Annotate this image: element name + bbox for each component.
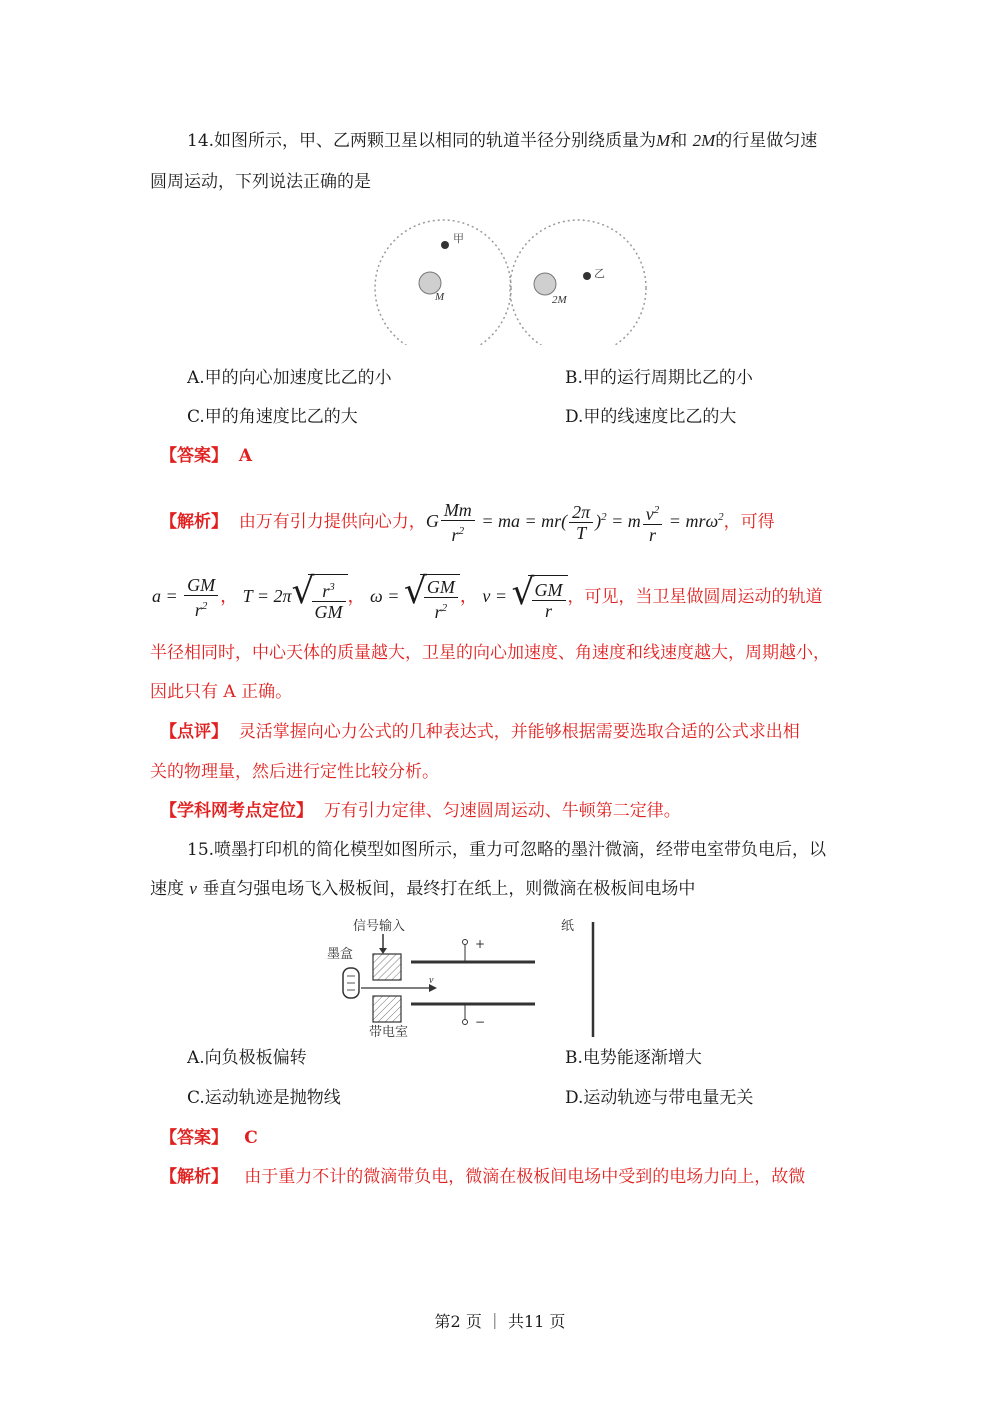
q15-answer: 【答案】 C	[160, 1128, 258, 1148]
q14-option-b: B.甲的运行周期比乙的小	[565, 368, 753, 388]
q14-orbit-figure	[360, 205, 670, 345]
q14-comment-line1: 【点评】 灵活掌握向心力公式的几种表达式，并能够根据需要选取合适的公式求出相	[160, 722, 800, 742]
q15-analysis-line1: 【解析】 由于重力不计的微滴带负电，微滴在极板间电场中受到的电场力向上，故微	[160, 1167, 806, 1187]
label-minus: −	[475, 1015, 486, 1029]
q15-option-c: C.运动轨迹是抛物线	[187, 1088, 341, 1108]
q14-knowledge-point: 【学科网考点定位】 万有引力定律、匀速圆周运动、牛顿第二定律。	[160, 801, 681, 821]
planet-2M	[534, 273, 556, 295]
q14-formula-results: a = $\frac{GM}{r^2}$ ， T = 2π √ $\frac{r^3}{GM}$ ， ω = √ $\frac{GM}{r^2}$ ， v = √ $\frac{GM}{r}$	[152, 586, 568, 606]
label-2M: 2M	[552, 294, 567, 306]
q14-option-a: A.甲的向心加速度比乙的小	[187, 368, 392, 388]
q14-formula-force: G $\frac{Mm}{r^2}$ = ma = mr( $\frac{2\pi}{T}$ )$^2$ = m $\frac{v^2}{r}$ = mrω$^2$	[425, 500, 724, 546]
q14-option-d: D.甲的线速度比乙的大	[565, 407, 737, 427]
q14-analysis-line2: a = $\frac{GM}{r^2}$ ， T = 2π √ $\frac{r^3}{GM}$ ， ω = √ $\frac{GM}{r^2}$ ， v = √ $\frac{GM}{r}$ ，可见，当卫星做圆周运动的轨道	[152, 571, 823, 622]
q14-analysis-line3: 半径相同时，中心天体的质量越大，卫星的向心加速度、角速度和线速度越大，周期越小，	[150, 643, 830, 663]
label-charge-chamber: 带电室	[369, 1025, 409, 1040]
satellite-yi	[583, 272, 591, 280]
label-signal-input: 信号输入	[353, 919, 406, 934]
charge-chamber-bottom	[373, 996, 401, 1022]
q14-answer: 【答案】 A	[160, 446, 253, 466]
q15-stem-line1: 15.喷墨打印机的简化模型如图所示，重力可忽略的墨汁微滴，经带电室带负电后，以	[187, 840, 827, 860]
label-jia: 甲	[453, 232, 464, 245]
q15-option-b: B.电势能逐渐增大	[565, 1048, 702, 1068]
q15-printer-figure	[325, 912, 615, 1042]
label-yi: 乙	[594, 267, 605, 280]
label-plus: +	[475, 937, 486, 951]
q15-stem-line2: 速度 v 垂直匀强电场飞入极板间，最终打在纸上，则微滴在极板间电场中	[150, 879, 696, 899]
q14-stem-line2: 圆周运动，下列说法正确的是	[150, 172, 371, 192]
page-footer: 第2 页 ｜ 共11 页	[434, 1312, 566, 1331]
q14-stem-line1: 14.如图所示，甲、乙两颗卫星以相同的轨道半径分别绕质量为M和 2M的行星做匀速	[187, 131, 818, 151]
q14-analysis-line1: 【解析】 由万有引力提供向心力，G $\frac{Mm}{r^2}$ = ma = mr( $\frac{2\pi}{T}$ )$^2$ = m $\frac{v^2}{r}$ = mrω$^2$，可得	[160, 500, 775, 546]
svg-text:v: v	[429, 975, 434, 986]
orbit-jia	[375, 220, 511, 345]
label-paper: 纸	[561, 919, 575, 934]
satellite-jia	[441, 241, 449, 249]
orbit-yi	[510, 220, 646, 345]
charge-chamber-top	[373, 954, 401, 980]
label-M: M	[435, 291, 445, 303]
q14-option-c: C.甲的角速度比乙的大	[187, 407, 358, 427]
q15-option-a: A.向负极板偏转	[187, 1048, 307, 1068]
label-ink-box: 墨盒	[327, 947, 354, 962]
q14-analysis-line4: 因此只有 A 正确。	[150, 682, 293, 702]
q14-comment-line2: 关的物理量，然后进行定性比较分析。	[150, 762, 439, 782]
q15-option-d: D.运动轨迹与带电量无关	[565, 1088, 754, 1108]
